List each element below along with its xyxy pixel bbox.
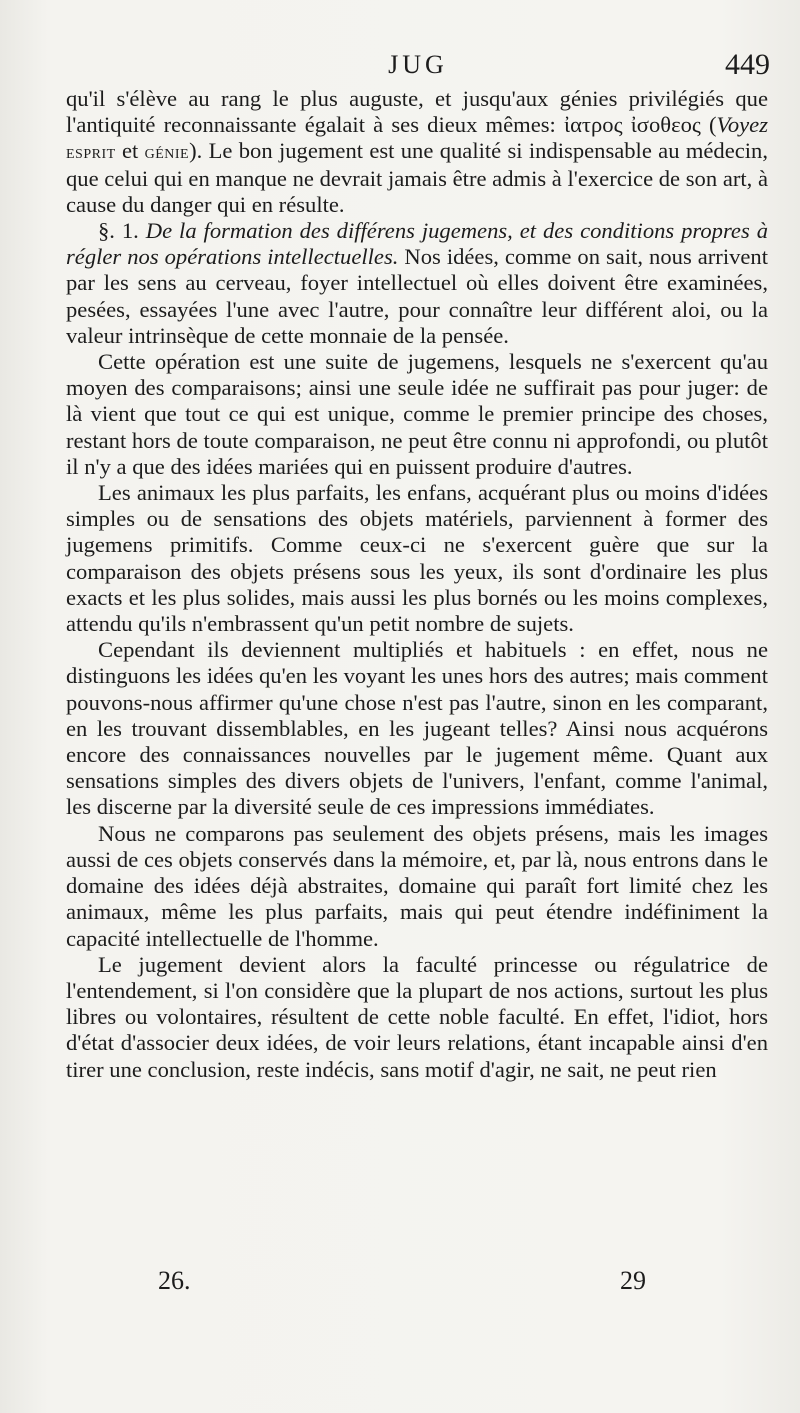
folio-number: 29	[620, 1266, 646, 1295]
signature-mark: 26.	[158, 1266, 191, 1295]
running-head: JUG	[388, 50, 448, 79]
section-heading: De la formation des différens jugemens, et des conditions propres à régler nos opérations intellectuelles.	[66, 218, 768, 270]
page-number: 449	[725, 48, 770, 81]
page-footer	[66, 1266, 770, 1306]
paragraph-1-text: qu'il s'élève au rang le plus auguste, et jusqu'aux génies privilégiés que l'antiquité reconnaissante égalait à ses dieux mêmes: ἰατρος ἰσοθεος (	[66, 86, 768, 138]
page-header	[66, 46, 770, 90]
cross-ref-genie: génie	[144, 141, 190, 164]
voyez-ref: Voyez	[716, 112, 768, 138]
cross-ref-and: et	[115, 138, 145, 164]
paragraph-4: Les animaux les plus parfaits, les enfans, acquérant plus ou moins d'idées simples ou de sensations des objets matériels, parviennent à former des jugemens primitifs. Comme ceux-ci ne s'exercent guère que sur la comparaison des objets présens sous les yeux, ils sont d'ordinaire les plus exacts et les plus solides, mais aussi les plus bornés ou les moins complexes, attendu qu'ils n'embrassent qu'un petit nombre de sujets.	[66, 480, 768, 637]
paragraph-1	[66, 86, 768, 218]
paragraph-2	[66, 218, 768, 349]
body-text	[66, 86, 768, 1083]
section-number: §. 1.	[98, 218, 146, 244]
paragraph-7: Le jugement devient alors la faculté princesse ou régulatrice de l'entendement, si l'on considère que la plupart de nos actions, surtout les plus libres ou volontaires, résultent de cette noble faculté. En effet, l'idiot, hors d'état d'associer deux idées, de voir leurs relations, étant incapable ainsi d'en tirer une conclusion, reste indécis, sans motif d'agir, ne sait, ne peut rien	[66, 951, 768, 1082]
paragraph-5: Cependant ils deviennent multipliés et habituels : en effet, nous ne distinguons les idées qu'en les voyant les unes hors des autres; mais comment pouvons-nous affirmer qu'une chose n'est pas l'autre, sinon en les comparant, en les trouvant dissemblables, en les jugeant telles? Ainsi nous acquérons encore des connaissances nouvelles par le jugement même. Quant aux sensations simples des divers objets de l'univers, l'enfant, comme l'animal, les discerne par la diversité seule de ces impressions immédiates.	[66, 637, 768, 820]
paragraph-3: Cette opération est une suite de jugemens, lesquels ne s'exercent qu'au moyen des comparaisons; ainsi une seule idée ne suffirait pas pour juger: de là vient que tout ce qui est unique, comme le premier principe des choses, restant hors de toute comparaison, ne peut être connu ni approfondi, ou plutôt il n'y a que des idées mariées qui en puissent produire d'autres.	[66, 349, 768, 479]
cross-ref-esprit: esprit	[66, 141, 116, 164]
paragraph-2-text: Nos idées, comme on sait, nous arrivent par les sens au cerveau, foyer intellectuel où elles doivent être examinées, pesées, essayées l'une avec l'autre, pour connaître leur différent aloi, ou la valeur intrinsèque de cette monnaie de la pensée.	[66, 244, 768, 348]
paragraph-1-rest: ). Le bon jugement est une qualité si indispensable au médecin, que celui qui en manque ne devrait jamais être admis à l'exercice de son art, à cause du danger qui en résulte.	[66, 138, 768, 217]
paragraph-6: Nous ne comparons pas seulement des objets présens, mais les images aussi de ces objets conservés dans la mémoire, et, par là, nous entrons dans le domaine des idées déjà abstraites, domaine qui paraît fort limité chez les animaux, même les plus parfaits, mais qui peut étendre indéfiniment la capacité intellectuelle de l'homme.	[66, 820, 768, 951]
